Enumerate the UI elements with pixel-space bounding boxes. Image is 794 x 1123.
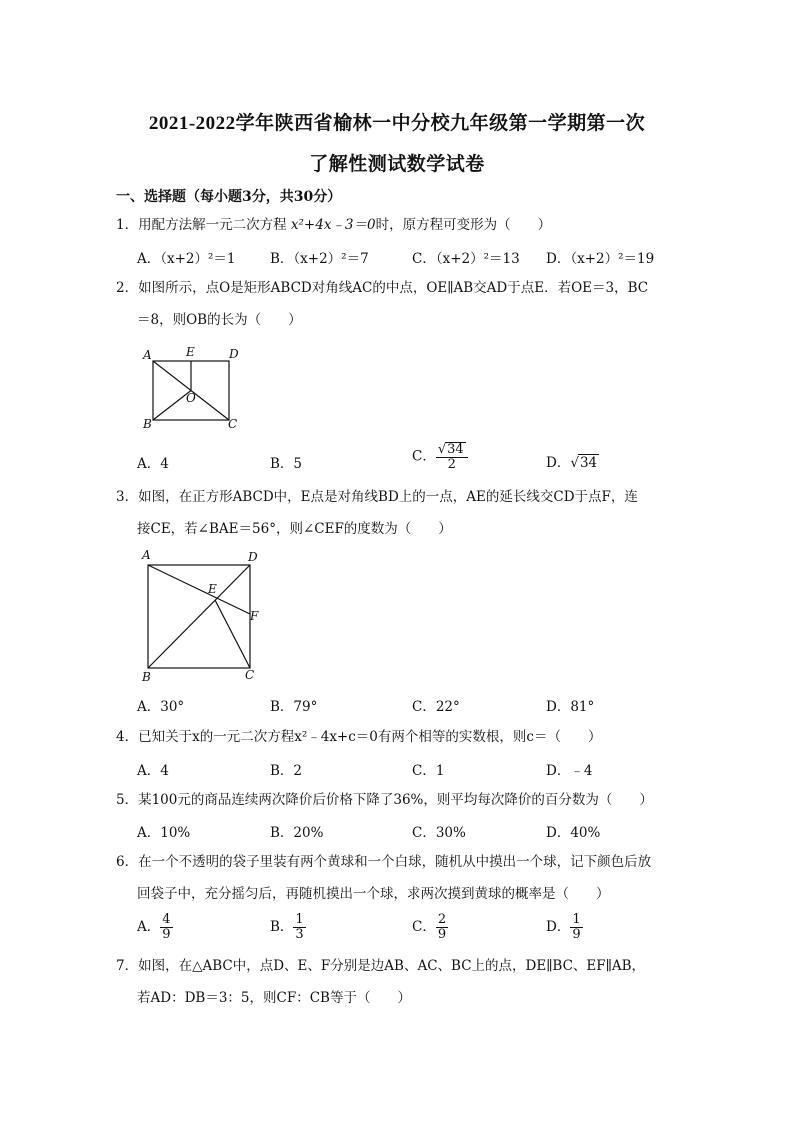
question-3 — [116, 487, 638, 507]
question-text: 时，原方程可变形为（ ） — [375, 217, 552, 233]
fraction-denominator: 9 — [162, 927, 171, 942]
question-number: 1． — [116, 217, 139, 233]
option-d: D．81° — [546, 699, 595, 715]
question-text: 如图所示，点O是矩形ABCD对角线AC的中点，OE∥AB交AD于点E．若OE＝3，BC — [138, 280, 649, 296]
question-number: 2． — [116, 280, 139, 296]
question-6-line2: 回袋子中，充分摇匀后，再随机摸出一个球，求两次摸到黄球的概率是（ ） — [137, 886, 610, 902]
option-letter: D． — [546, 919, 571, 935]
label-b: B — [142, 670, 151, 684]
segment-ce — [215, 600, 250, 668]
question-2-line2: ＝8，则OB的长为（ ） — [137, 312, 302, 328]
exam-title-line2: 了解性测试数学试卷 — [309, 154, 485, 175]
segment-af — [148, 565, 250, 614]
question-number: 7． — [116, 958, 139, 974]
option-b: B．（x+2）²＝7 — [270, 251, 369, 267]
option-b: B．5 — [270, 456, 303, 472]
question-number: 4． — [116, 729, 139, 745]
option-a: A．10% — [137, 825, 191, 841]
label-c: C — [228, 417, 238, 431]
diagonal-bd — [148, 565, 250, 668]
label-a: A — [142, 548, 151, 562]
question-6 — [116, 852, 651, 872]
fraction — [160, 913, 172, 942]
option-c: C．22° — [412, 699, 460, 715]
fraction: $\frac{√34}{2}$ — [436, 442, 468, 472]
option-c: C．1 — [412, 763, 445, 779]
label-a: A — [143, 348, 152, 362]
question-number: 5． — [116, 792, 139, 808]
option-letter: C． — [412, 448, 436, 465]
label-f: F — [250, 609, 259, 623]
fraction — [436, 913, 448, 942]
option-d — [546, 913, 583, 942]
question-text: 在一个不透明的袋子里装有两个黄球和一个白球，随机从中摸出一个球，记下颜色后放 — [138, 854, 652, 870]
fraction — [293, 913, 305, 942]
question-2 — [116, 278, 648, 298]
option-b: B．2 — [270, 763, 303, 779]
question-text: 用配方法解一元二次方程 — [138, 217, 291, 233]
fraction-denominator: 9 — [437, 927, 447, 942]
option-a: A．4 — [137, 763, 169, 779]
option-d: D．40% — [546, 825, 601, 841]
question-7-line2: 若AD：DB＝3：5，则CF：CB等于（ ） — [137, 990, 411, 1006]
option-letter: B． — [270, 919, 294, 935]
fraction-numerator: 1 — [295, 912, 304, 927]
question-7 — [116, 956, 645, 976]
rectangle-figure — [135, 340, 250, 435]
option-a — [137, 913, 173, 942]
radicand: 34 — [579, 455, 598, 471]
option-d: D．﹣4 — [546, 763, 593, 779]
option-c: C．30% — [412, 825, 466, 841]
fraction-denominator: 2 — [447, 457, 456, 472]
section-heading: 一、选择题（每小题3分，共30分） — [116, 189, 342, 205]
question-text: 如图，在正方形ABCD中，E点是对角线BD上的一点，AE的延长线交CD于点F，连 — [138, 489, 638, 505]
option-b: B．20% — [270, 825, 324, 841]
question-text: 如图，在△ABC中，点D、E、F分别是边AB、AC、BC上的点，DE∥BC、EF∥AB， — [138, 958, 646, 974]
fraction-numerator: 2 — [437, 912, 447, 927]
option-a: A．30° — [137, 699, 185, 715]
fraction — [570, 913, 582, 942]
fraction-numerator: 4 — [162, 912, 171, 927]
option-a: A．（x+2）²＝1 — [137, 251, 236, 267]
option-b: B．79° — [270, 699, 318, 715]
option-d: D．（x+2）²＝19 — [546, 251, 655, 267]
option-c — [412, 913, 448, 942]
fraction-numerator: 1 — [572, 912, 581, 927]
equation: x²+4x﹣3＝0 — [290, 217, 376, 233]
label-d: D — [248, 550, 258, 564]
label-c: C — [245, 668, 255, 682]
label-e: E — [186, 345, 195, 359]
question-text: 某100元的商品连续两次降价后价格下降了36%，则平均每次降价的百分数为（ ） — [138, 792, 653, 808]
option-a: A．4 — [137, 456, 169, 472]
fraction-denominator: 3 — [295, 927, 304, 942]
fraction-numerator: 34 — [447, 442, 464, 457]
option-c — [412, 442, 468, 472]
label-e: E — [208, 582, 217, 596]
question-4 — [116, 727, 601, 747]
question-1 — [116, 215, 551, 235]
question-number: 3． — [116, 489, 139, 505]
option-letter: D． — [546, 455, 571, 471]
question-number: 6． — [116, 854, 139, 870]
label-d: D — [229, 347, 239, 361]
option-b — [270, 913, 306, 942]
label-o: O — [186, 391, 196, 405]
option-letter: C． — [412, 919, 436, 935]
square-figure — [135, 545, 265, 685]
fraction-denominator: 9 — [572, 927, 581, 942]
question-5 — [116, 790, 653, 810]
option-c: C．（x+2）²＝13 — [412, 251, 520, 267]
question-3-line2: 接CE，若∠BAE＝56°，则∠CEF的度数为（ ） — [137, 521, 452, 537]
option-d: D．√34 — [546, 455, 598, 471]
label-b: B — [143, 417, 152, 431]
option-letter: A． — [137, 919, 161, 935]
question-text: 已知关于x的一元二次方程x²﹣4x+c＝0有两个相等的实数根，则c＝（ ） — [138, 729, 602, 745]
exam-title-line1: 2021-2022学年陕西省榆林一中分校九年级第一学期第一次 — [148, 113, 646, 134]
